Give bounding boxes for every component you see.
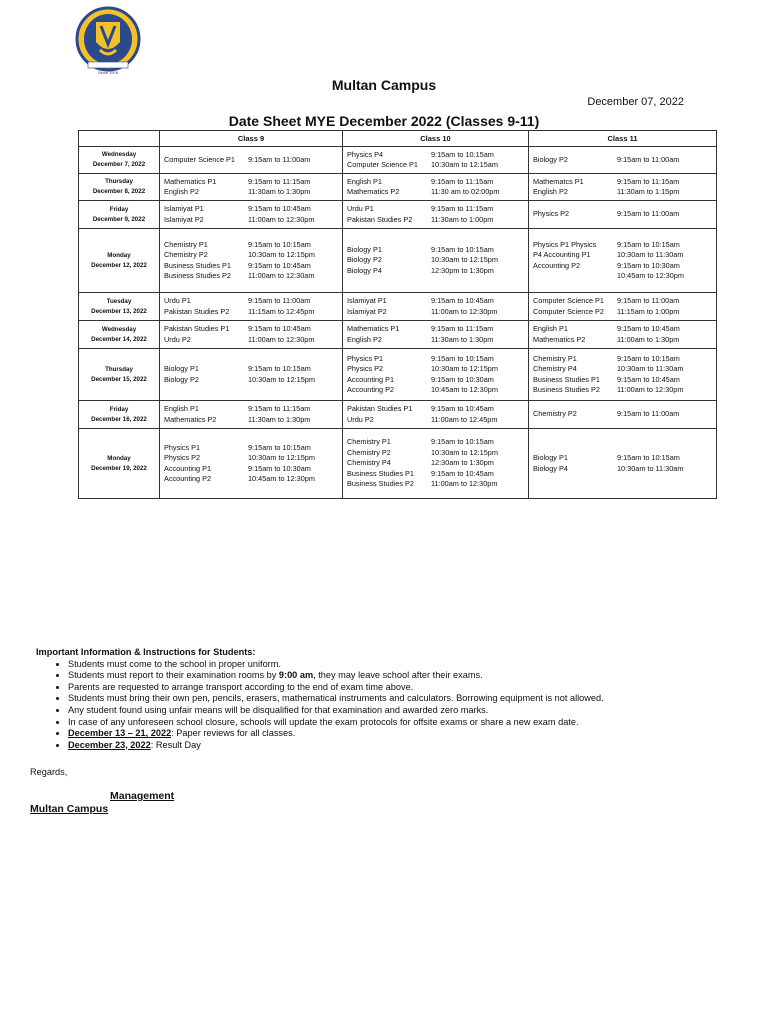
exam-entry (164, 187, 338, 197)
exam-time: 9:15am to 10:15am (248, 442, 311, 452)
exam-time: 9:15am to 11:00am (248, 296, 311, 306)
instruction-item: • Students must report to their examination rooms by 9:00 am, they may leave school after their exams. (68, 670, 736, 682)
exam-time: 9:15am to 10:30am (431, 374, 494, 384)
exam-subject: Pakistan Studies P2 (347, 214, 413, 224)
campus-signature: Multan Campus (30, 803, 109, 815)
exam-time: 9:15am to 11:00am (617, 409, 680, 419)
class-10-cell (343, 429, 529, 499)
header-class-10: Class 10 (343, 131, 529, 147)
exam-time: 9:15am to 10:45am (617, 374, 680, 384)
exam-time: 10:45am to 12:30pm (248, 473, 315, 483)
class-11-cell (529, 429, 717, 499)
exam-subject: Business Studies P1 (347, 468, 414, 478)
exam-time: 10:30am to 11:30am (617, 250, 684, 260)
exam-time: 10:30am to 11:30am (617, 364, 684, 374)
exam-subject: Chemistry P4 (533, 364, 577, 374)
exam-entry (164, 271, 338, 281)
exam-subject: English P2 (164, 187, 199, 196)
exam-entry (164, 404, 338, 414)
exam-time: 10:45am to 12:30pm (617, 270, 684, 280)
class-11-cell (529, 201, 717, 229)
paper-review-date-item: • December 13 – 21, 2022: Paper reviews for all classes. (68, 728, 736, 740)
exam-entry (347, 354, 524, 364)
exam-time: 9:15am to 11:00am (617, 296, 680, 306)
exam-subject: Accounting P2 (533, 260, 581, 270)
exam-time: 11:30am to 1:30pm (431, 334, 494, 344)
exam-subject: Mathematics P1 (347, 324, 400, 334)
exam-subject: Mathematics P2 (533, 334, 586, 344)
exam-subject: Urdu P1 (347, 204, 374, 214)
exam-entry (347, 385, 524, 395)
exam-entry (347, 469, 524, 479)
exam-time: 11:00am to 12:30pm (248, 214, 315, 224)
exam-entry (533, 240, 712, 250)
exam-time: 11:30am to 1:30pm (248, 414, 311, 424)
exam-entry (347, 324, 524, 334)
exam-subject: Physics P2 (347, 364, 384, 374)
exam-subject: English P2 (533, 187, 568, 196)
instruction-item: • In case of any unforeseen school closure, schools will update the exam protocols for offsite exams or share a new exam date. (68, 717, 736, 729)
exam-time: 10:30am to 11:30am (617, 463, 684, 473)
exam-subject: Chemistry P4 (347, 458, 391, 468)
exam-time: 11:00am to 12:30pm (431, 306, 498, 316)
day-cell (79, 201, 160, 229)
exam-subject: Biology P2 (164, 374, 199, 384)
class-10-cell (343, 174, 529, 201)
exam-time: 9:15am to 10:45am (248, 324, 311, 334)
exam-time: 9:15am to 10:30am (617, 260, 680, 270)
class-9-cell (160, 401, 343, 429)
instruction-item: • Any student found using unfair means will be disqualified for that examination and awarded zero marks. (68, 705, 736, 717)
exam-time: 9:15am to 10:15am (248, 364, 311, 374)
exam-time: 9:15am to 11:15am (431, 176, 494, 186)
exam-entry (347, 255, 524, 265)
exam-subject: Computer Science P1 (533, 296, 604, 306)
exam-date-label: December 15, 2022 (91, 375, 147, 383)
exam-entry (347, 415, 524, 425)
exam-time: 10:45am to 12:30pm (431, 384, 498, 394)
class-11-cell (529, 229, 717, 293)
exam-time: 12:30pm to 1:30pm (431, 265, 494, 275)
exam-subject: Business Studies P2 (347, 479, 414, 489)
exam-subject: Physics P1 (347, 353, 384, 363)
exam-subject: Islamiyat P2 (347, 306, 387, 316)
table-row (79, 321, 717, 349)
class-10-cell (343, 321, 529, 349)
header-class-9: Class 9 (160, 131, 343, 147)
class-11-cell (529, 401, 717, 429)
class-10-cell (343, 147, 529, 174)
date-sheet-title: Date Sheet MYE December 2022 (Classes 9-11) (228, 113, 540, 129)
result-day-item: • December 23, 2022: Result Day (68, 740, 736, 752)
exam-time: 9:15am to 10:15am (248, 239, 311, 249)
exam-subject: Accounting P1 (347, 374, 395, 384)
exam-time: 11:30 am to 02:00pm (431, 187, 500, 196)
exam-time: 9:15am to 10:15am (431, 353, 494, 363)
exam-subject: Business Studies P1 (533, 374, 600, 384)
exam-subject: Biology P2 (533, 154, 568, 164)
exam-time: 9:15am to 10:45am (431, 404, 494, 414)
exam-time: 10:30am to 12:15pm (431, 364, 498, 374)
exam-subject: Physics P2 (164, 453, 201, 463)
class-9-cell (160, 293, 343, 321)
exam-time: 9:15am to 10:30am (248, 463, 311, 473)
exam-entry (533, 335, 712, 345)
exam-entry (164, 453, 338, 463)
exam-entry (164, 240, 338, 250)
exam-entry (164, 155, 338, 165)
class-11-cell (529, 293, 717, 321)
exam-subject: Mathematics P2 (347, 187, 400, 196)
exam-subject: Computer Science P2 (533, 306, 604, 316)
exam-time: 11:00am to 1:30pm (617, 334, 680, 344)
exam-time: 9:15am to 10:45am (431, 296, 494, 306)
exam-time: 11:30am to 1:00pm (431, 214, 494, 224)
exam-time: 11:15am to 1:00pm (617, 306, 680, 316)
exam-entry (533, 261, 712, 271)
exam-time: 11:00am to 12:30am (248, 270, 315, 280)
exam-subject: Islamiyat P1 (164, 204, 204, 214)
class-9-cell (160, 229, 343, 293)
exam-entry (164, 464, 338, 474)
exam-subject: Biology P4 (347, 265, 382, 275)
exam-entry (533, 375, 712, 385)
class-9-cell (160, 321, 343, 349)
exam-entry (164, 415, 338, 425)
header-class-11: Class 11 (529, 131, 717, 147)
exam-time: 9:15am to 10:45am (617, 324, 680, 334)
management-signature: Management (110, 790, 175, 802)
class-11-cell (529, 147, 717, 174)
exam-subject: English P2 (347, 334, 382, 344)
exam-time: 10:30am to 12:15pm (248, 250, 315, 260)
class-9-cell (160, 174, 343, 201)
exam-subject: Physics P4 (347, 149, 384, 159)
exam-subject: Chemistry P1 (347, 437, 391, 447)
exam-date-label: December 9, 2022 (92, 215, 146, 223)
exam-entry (164, 375, 338, 385)
exam-entry (533, 177, 712, 187)
exam-entry (533, 354, 712, 364)
exam-subject: Physics P1 (164, 442, 201, 452)
exam-entry (164, 364, 338, 374)
campus-heading: Multan Campus (331, 77, 437, 93)
table-row (79, 229, 717, 293)
exam-time: 9:15am to 11:15am (617, 176, 680, 186)
exam-entry (164, 443, 338, 453)
exam-time: 11:30am to 1:30pm (248, 187, 311, 196)
exam-time: 9:15am to 11:00am (617, 209, 680, 219)
exam-time: 9:15am to 11:15am (248, 176, 311, 186)
exam-subject: Urdu P1 (164, 296, 191, 306)
table-row (79, 349, 717, 401)
exam-entry (347, 335, 524, 345)
exam-time: 9:15am to 11:15am (431, 204, 494, 214)
exam-date-label: December 7, 2022 (92, 161, 146, 168)
instructions-title: Important Information & Instructions for Students: (36, 647, 256, 657)
exam-entry (347, 160, 524, 170)
exam-date-label: December 14, 2022 (91, 335, 147, 343)
exam-subject: Chemistry P1 (533, 353, 577, 363)
exam-subject: Chemistry P2 (533, 409, 577, 419)
exam-entry (533, 409, 712, 419)
exam-entry (533, 250, 712, 260)
day-cell (79, 229, 160, 293)
exam-time: 9:15am to 10:15am (617, 453, 680, 463)
exam-entry (164, 335, 338, 345)
exam-time: 9:15am to 11:00am (248, 154, 311, 164)
exam-time: 9:15am to 10:15am (431, 244, 494, 254)
exam-entry (533, 307, 712, 317)
exam-subject: Urdu P2 (164, 334, 191, 344)
exam-subject: Accounting P1 (164, 463, 212, 473)
weekday-label: Thursday (105, 365, 133, 373)
weekday-label: Wednesday (101, 325, 137, 333)
logo-year-text: Since 1976 (97, 70, 119, 75)
exam-entry (347, 458, 524, 468)
exam-entry (533, 155, 712, 165)
exam-entry (347, 307, 524, 317)
table-row (79, 174, 717, 201)
exam-time: 9:15am to 11:15am (248, 404, 311, 414)
exam-entry (164, 474, 338, 484)
exam-entry (347, 364, 524, 374)
exam-time: 9:15am to 11:15am (431, 324, 494, 334)
exam-date-label: December 8, 2022 (92, 188, 146, 195)
exam-entry (347, 375, 524, 385)
exam-entry (347, 266, 524, 276)
exam-entry (347, 150, 524, 160)
exam-entry (533, 464, 712, 474)
exam-subject: Business Studies P2 (164, 270, 231, 280)
exam-subject: Mathematics P1 (164, 176, 217, 186)
exam-time: 9:15am to 10:15am (617, 239, 680, 249)
table-row (79, 147, 717, 174)
table-row (79, 293, 717, 321)
exam-entry (347, 479, 524, 489)
class-11-cell (529, 174, 717, 201)
exam-entry (533, 453, 712, 463)
class-11-cell (529, 321, 717, 349)
exam-time: 10:30am to 12:15pm (431, 447, 498, 457)
exam-time: 11:00am to 12:30pm (248, 334, 315, 344)
exam-time: 9:15am to 10:15am (617, 353, 680, 363)
exam-subject: English P1 (533, 324, 568, 334)
exam-subject: Biology P4 (533, 463, 568, 473)
exam-time: 9:15am to 10:45am (248, 260, 311, 270)
exam-entry (164, 307, 338, 317)
exam-entry (164, 296, 338, 306)
exam-entry (347, 215, 524, 225)
day-cell (79, 147, 160, 174)
exam-entry (164, 215, 338, 225)
exam-time: 10:30am to 12:15pm (431, 255, 498, 265)
exam-time: 9:15am to 10:15am (431, 437, 494, 447)
exam-subject: Urdu P2 (347, 414, 374, 424)
class-9-cell (160, 349, 343, 401)
exam-entry (164, 204, 338, 214)
exam-entry (533, 209, 712, 219)
exam-entry (164, 324, 338, 334)
document-date: December 07, 2022 (587, 96, 684, 108)
exam-subject: Chemistry P2 (347, 447, 391, 457)
exam-entry (164, 250, 338, 260)
table-row (79, 429, 717, 499)
exam-subject: English P1 (347, 176, 382, 186)
exam-time: 11:15am to 12:45pm (248, 306, 315, 316)
exam-subject: Islamiyat P1 (347, 296, 387, 306)
exam-subject: English P1 (164, 404, 199, 414)
instruction-item: • Students must come to the school in proper uniform. (68, 659, 736, 671)
exam-date-label: December 16, 2022 (91, 415, 147, 423)
school-crest-logo (74, 6, 142, 76)
day-cell (79, 321, 160, 349)
class-9-cell (160, 201, 343, 229)
exam-entry (347, 296, 524, 306)
exam-entry (347, 204, 524, 214)
exam-time: 12:30am to 1:30pm (431, 458, 494, 468)
day-cell (79, 293, 160, 321)
exam-entry (347, 404, 524, 414)
exam-time: 10:30am to 12:15pm (248, 453, 315, 463)
exam-entry (164, 261, 338, 271)
exam-subject: Physics P1 Physics (533, 239, 597, 249)
exam-subject: Mathematics P2 (164, 414, 217, 424)
class-11-cell (529, 349, 717, 401)
exam-time: 11:00am to 12:45pm (431, 414, 498, 424)
exam-entry (347, 437, 524, 447)
exam-subject (533, 271, 617, 281)
exam-subject: Accounting P2 (164, 473, 212, 483)
exam-subject: Biology P1 (533, 453, 568, 463)
weekday-label: Tuesday (106, 297, 132, 305)
exam-subject: Biology P1 (164, 364, 199, 374)
exam-subject: Computer Science P1 (347, 160, 418, 169)
table-header-row (79, 131, 717, 147)
class-10-cell (343, 293, 529, 321)
day-cell (79, 349, 160, 401)
exam-subject: Pakistan Studies P1 (164, 324, 230, 334)
instructions-section (36, 647, 736, 751)
exam-entry (533, 296, 712, 306)
exam-time: 9:15am to 11:00am (617, 154, 680, 164)
exam-subject: Biology P2 (347, 255, 382, 265)
exam-subject: Pakistan Studies P1 (347, 404, 413, 414)
exam-subject: Chemistry P1 (164, 239, 208, 249)
regards-text: Regards, (30, 767, 68, 777)
class-10-cell (343, 401, 529, 429)
exam-subject: Physics P2 (533, 209, 570, 219)
exam-entry (533, 364, 712, 374)
exam-subject: Islamiyat P2 (164, 214, 204, 224)
exam-entry (533, 385, 712, 395)
exam-date-label: December 12, 2022 (91, 261, 147, 269)
exam-subject: Accounting P2 (347, 384, 395, 394)
exam-schedule-table (78, 130, 717, 499)
instructions-list (36, 659, 736, 752)
exam-entry (533, 187, 712, 197)
day-cell (79, 429, 160, 499)
exam-time: 11:00am to 12:30pm (617, 384, 684, 394)
exam-entry (347, 187, 524, 197)
header-day (79, 131, 160, 147)
exam-time: 10:30am to 12:15pm (248, 374, 315, 384)
table-row (79, 401, 717, 429)
exam-entry (347, 177, 524, 187)
exam-subject: Pakistan Studies P2 (164, 306, 230, 316)
exam-date-label: December 19, 2022 (91, 464, 147, 472)
exam-time: 11:30am to 1:15pm (617, 187, 680, 196)
exam-subject: Chemistry P2 (164, 250, 208, 260)
exam-subject: Computer Science P1 (164, 154, 235, 164)
weekday-label: Friday (109, 405, 129, 413)
exam-time: 9:15am to 10:15am (431, 149, 494, 159)
exam-time: 11:00am to 12:30pm (431, 479, 498, 489)
exam-subject: Mathematcs P1 (533, 176, 584, 186)
exam-entry (533, 324, 712, 334)
instruction-item: • Parents are requested to arrange transport according to the end of exam time above. (68, 682, 736, 694)
exam-subject: Business Studies P1 (164, 260, 231, 270)
class-10-cell (343, 349, 529, 401)
exam-subject: Business Studies P2 (533, 384, 600, 394)
weekday-label: Friday (109, 205, 129, 213)
exam-date-label: December 13, 2022 (91, 307, 147, 315)
weekday-label: Monday (107, 454, 131, 462)
exam-time: 9:15am to 10:45am (431, 468, 494, 478)
class-9-cell (160, 147, 343, 174)
class-10-cell (343, 229, 529, 293)
instruction-item: • Students must bring their own pen, pencils, erasers, mathematical instruments and calculators. Borrowing equipment is not allowed. (68, 693, 736, 705)
exam-subject: Biology P1 (347, 244, 382, 254)
exam-subject: P4 Accounting P1 (533, 250, 591, 260)
weekday-label: Thursday (105, 178, 133, 185)
class-9-cell (160, 429, 343, 499)
day-cell (79, 401, 160, 429)
exam-entry (164, 177, 338, 187)
exam-entry (347, 448, 524, 458)
weekday-label: Monday (107, 251, 131, 259)
exam-entry (347, 245, 524, 255)
table-row (79, 201, 717, 229)
exam-time: 9:15am to 10:45am (248, 204, 311, 214)
weekday-label: Wednesday (101, 151, 137, 158)
class-10-cell (343, 201, 529, 229)
exam-entry (533, 271, 712, 281)
day-cell (79, 174, 160, 201)
exam-time: 10:30am to 12:15am (431, 160, 498, 169)
